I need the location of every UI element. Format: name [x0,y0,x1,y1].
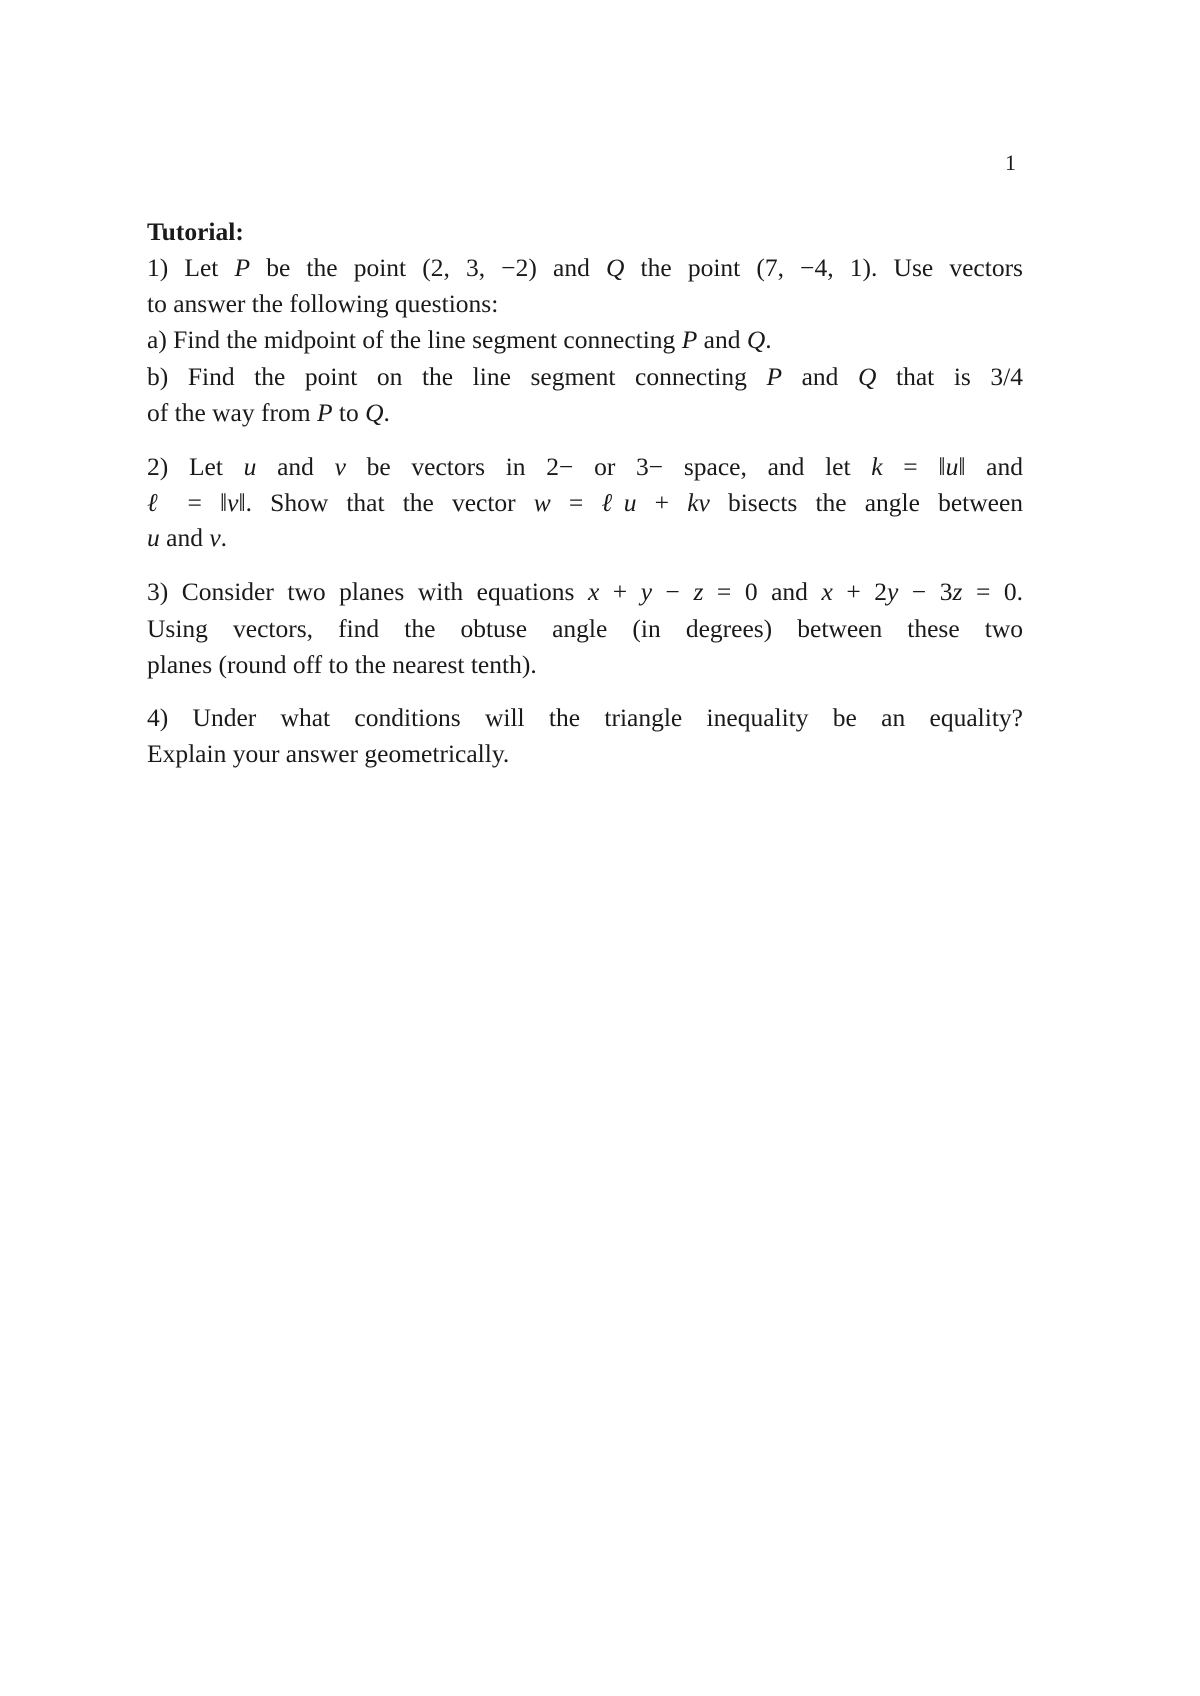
math-symbol: x [821,577,833,606]
text-segment: and [782,362,859,391]
text-line [147,452,1023,482]
text-segment: 1) Let [147,253,235,282]
math-symbol: v [227,488,239,517]
text-segment: the point (7, −4, 1). Use vectors [624,253,1023,282]
math-symbol: x [587,577,600,606]
math-symbol: P [234,253,251,282]
math-symbol: u [147,523,160,552]
math-symbol: P [681,325,698,354]
text-segment: bisects the angle between [709,488,1024,517]
text-segment: and [159,523,210,552]
text-segment: 2) Let [147,452,244,481]
text-line [147,739,1023,769]
math-symbol: Q [606,253,625,282]
text-segment: − 3 [898,577,953,606]
text-segment: + [636,488,688,517]
math-symbol: v [334,452,346,481]
text-line [147,523,1023,553]
text-segment: planes (round off to the nearest tenth). [147,650,537,679]
text-segment: be vectors in 2− or 3− space, and let [345,452,872,481]
math-symbol: u [243,452,257,481]
text-segment: of the way from [147,398,317,427]
text-segment: that is 3/4 [876,362,1023,391]
text-segment: ‖. Show that the vector [238,488,534,517]
math-symbol: ℓ [147,488,170,517]
text-line [147,703,1023,733]
text-segment: and [256,452,335,481]
math-symbol: P [316,398,333,427]
math-symbol: y [886,577,899,606]
math-symbol: Q [746,325,766,354]
text-segment: and [697,325,747,354]
document-title: Tutorial: [147,217,244,246]
text-segment: be the point (2, 3, −2) and [250,253,606,282]
math-symbol: Q [365,398,384,427]
text-segment: to [332,398,366,427]
text-segment: 3) Consider two planes with equations [147,577,588,606]
math-symbol: z [952,577,963,606]
text-segment: 4) Under what conditions will the triangle inequality be an equality? [147,703,1023,732]
text-segment: = ‖ [169,488,228,517]
text-segment: + 2 [832,577,887,606]
text-segment: = 0 and [703,577,822,606]
math-symbol: P [766,362,783,391]
text-line [147,289,1023,319]
text-segment: Explain your answer geometrically. [147,739,510,768]
text-line [147,577,1023,607]
text-segment: . [765,325,772,354]
text-segment: − [652,577,694,606]
math-symbol: ℓu [601,488,637,517]
math-symbol: kv [687,488,710,517]
text-segment: . [383,398,390,427]
text-segment: ‖ and [958,452,1023,481]
math-symbol: k [871,452,883,481]
text-segment: = [550,488,602,517]
text-line [147,614,1023,644]
text-segment: Using vectors, find the obtuse angle (in degrees) between these two [147,614,1023,643]
math-symbol: y [640,577,653,606]
text-segment: b) Find the point on the line segment connecting [147,362,767,391]
text-segment: + [599,577,641,606]
math-symbol: Q [858,362,877,391]
text-segment: to answer the following questions: [147,289,499,318]
text-line [147,253,1023,283]
text-line [147,362,1023,392]
text-segment: a) Find the midpoint of the line segment connecting [147,325,682,354]
math-symbol: v [209,523,221,552]
math-symbol: z [693,577,704,606]
math-symbol: w [533,488,551,517]
text-line [147,650,1023,680]
text-line [147,488,1023,518]
math-symbol: u [945,452,959,481]
text-segment: = 0. [962,577,1023,606]
text-line [147,398,1023,428]
text-segment: = ‖ [882,452,946,481]
text-segment: . [220,523,228,552]
page-number: 1 [1005,150,1016,175]
text-line [147,325,1023,355]
